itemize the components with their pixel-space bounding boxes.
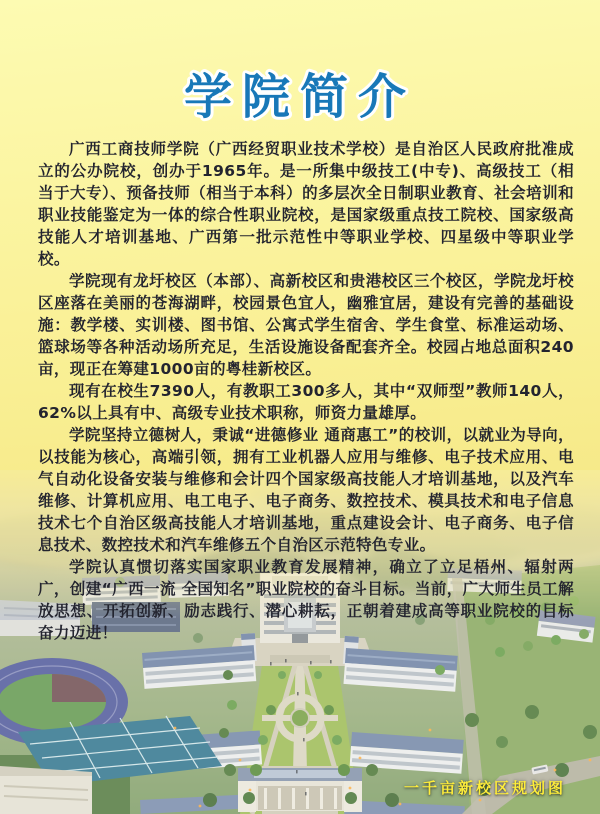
intro-paragraph-1: 广西工商技师学院（广西经贸职业技术学校）是自治区人民政府批准成立的公办院校，创办于1965年。是一所集中级技工(中专)、高级技工（相当于大专）、预备技师（相当于本科）的多层次全日制职业教育、社会培训和职业技能鉴定为一体的综合性职业院校，是国家级重点技工院校、国家级高技能人才培训基地、广西第一批示范性中等职业学校、四星级中等职业学校。	[38, 140, 574, 268]
intro-paragraph-5: 学院认真惯切落实国家职业教育发展精神，确立了立足梧州、辐射两广，创建“广西一流 全国知名”职业院校的奋斗目标。当前，广大师生员工解放思想、开拓创新、励志践行、潜心耕耘，正朝着建成高等职业院校的目标奋力迈进！	[38, 558, 574, 642]
intro-paragraph-4: 学院坚持立德树人，秉诚“进德修业 通商惠工”的校训，以就业为导向，以技能为核心，高端引领，拥有工业机器人应用与维修、电子技术应用、电气自动化设备安装与维修和会计四个国家级高技能人才培训基地，以及汽车维修、计算机应用、电工电子、电子商务、数控技术、模具技术和电子信息技术七个自治区级高技能人才培训基地，重点建设会计、电子商务、电子信息技术、数控技术和汽车维修五个自治区示范特色专业。	[38, 426, 574, 554]
title-svg	[0, 58, 600, 132]
title-banner	[0, 58, 600, 132]
intro-paragraph-3: 现有在校生7390人，有教职工300多人，其中“双师型”教师140人，62%以上具有中、高级专业技术职称，师资力量雄厚。	[38, 382, 574, 422]
page-title: 学院简介	[183, 69, 417, 125]
intro-paragraph-2: 学院现有龙圩校区（本部）、高新校区和贵港校区三个校区，学院龙圩校区座落在美丽的苍海湖畔，校园景色宜人，幽雅宜居，建设有完善的基础设施：教学楼、实训楼、图书馆、公寓式学生宿舍、学生食堂、标准运动场、篮球场等各种活动场所充足，生活设施设备配套齐全。校园占地总面积240亩，现正在筹建1000亩的粤桂新校区。	[38, 272, 574, 378]
intro-text-block	[38, 138, 574, 644]
photo-caption: 一千亩新校区规划图	[403, 779, 566, 797]
